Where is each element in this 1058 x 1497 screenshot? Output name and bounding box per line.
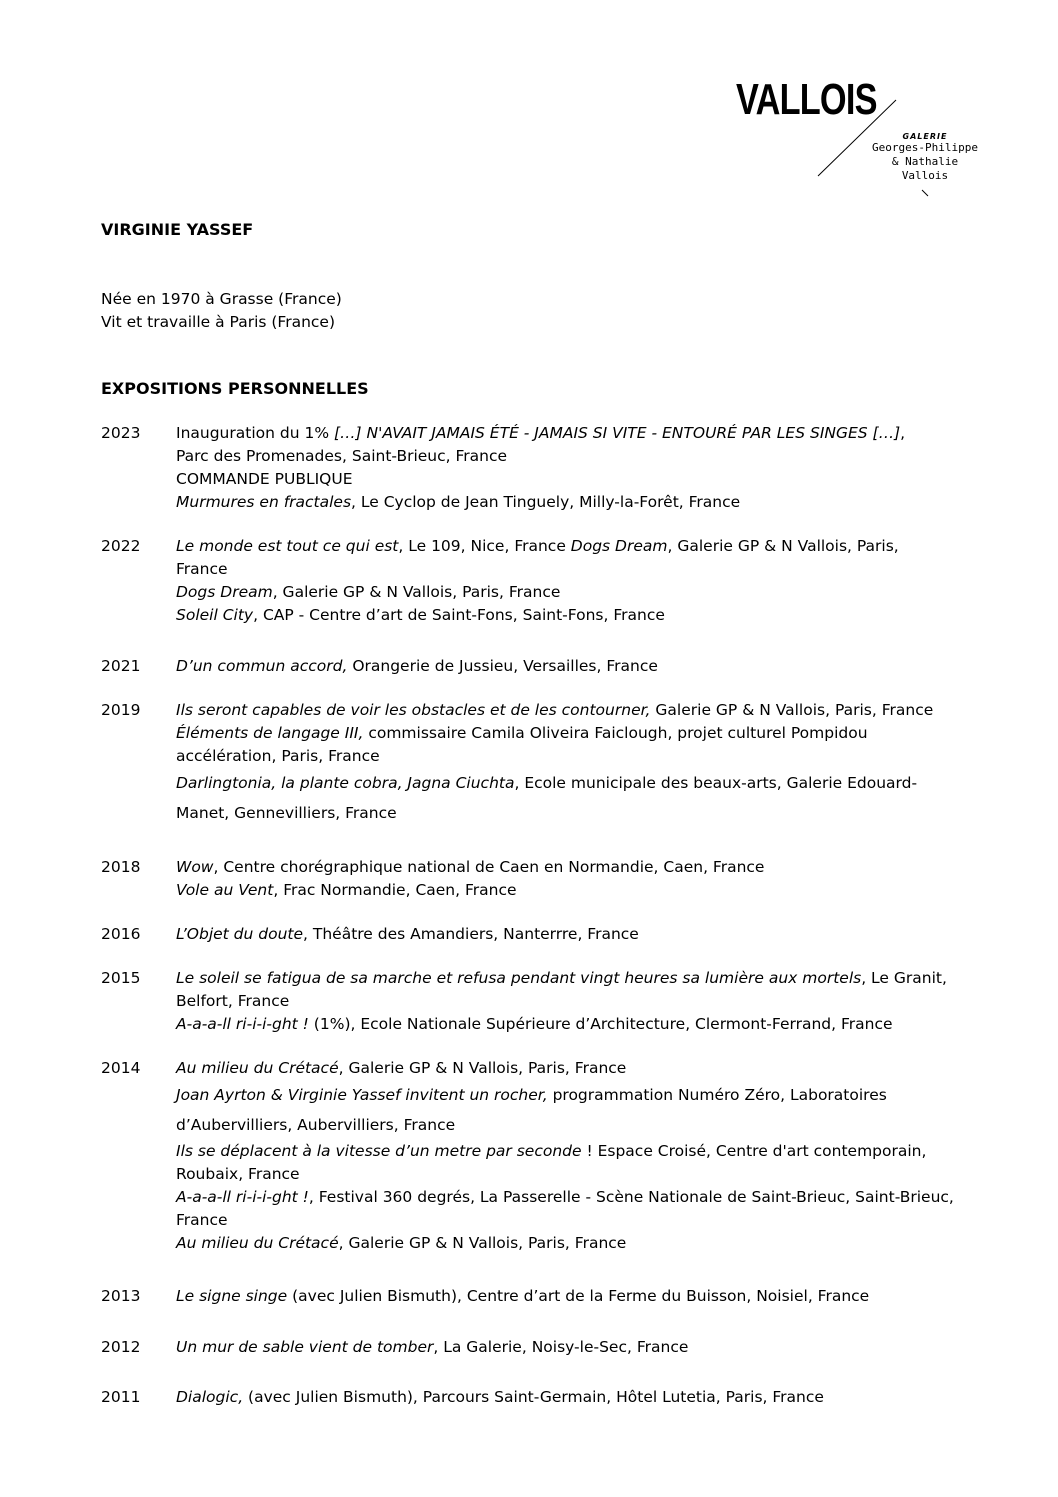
exhibition-text: , Centre chorégraphique national de Caen en Normandie, Caen, France	[213, 858, 765, 876]
exhibition-title: Un mur de sable vient de tomber	[176, 1338, 434, 1356]
exhibition-text: (avec Julien Bismuth), Centre d’art de la Ferme du Buisson, Noisiel, France	[287, 1287, 870, 1305]
exhibition-year: 2019	[101, 701, 141, 719]
exhibition-text: , Le Granit,	[861, 969, 947, 987]
exhibition-title: Vole au Vent	[176, 881, 274, 899]
exhibition-details	[176, 1285, 981, 1308]
exhibition-title: Wow	[176, 858, 214, 876]
exhibition-line	[176, 990, 981, 1013]
artist-bio	[101, 288, 981, 334]
exhibition-line	[176, 1057, 981, 1080]
exhibition-entry	[101, 1336, 981, 1359]
exhibition-text: accélération, Paris, France	[176, 747, 380, 765]
exhibition-text: , Ecole municipale des beaux-arts, Galerie Edouard-	[514, 774, 918, 792]
exhibition-line	[176, 745, 981, 768]
exhibition-line	[176, 581, 981, 604]
exhibition-entry	[101, 699, 981, 828]
exhibition-text: France	[176, 560, 228, 578]
exhibition-line	[176, 1110, 981, 1140]
exhibition-text: , Le Cyclop de Jean Tinguely, Milly-la-Forêt, France	[351, 493, 741, 511]
exhibition-year: 2012	[101, 1338, 141, 1356]
exhibition-year: 2022	[101, 537, 141, 555]
exhibition-text: Roubaix, France	[176, 1165, 300, 1183]
logo-subtitle	[850, 132, 1000, 183]
logo-gallery-names	[850, 141, 1000, 183]
exhibition-text: , La Galerie, Noisy-le-Sec, France	[433, 1338, 689, 1356]
exhibition-year: 2011	[101, 1388, 141, 1406]
exhibition-details	[176, 422, 981, 514]
exhibition-title: Le signe singe	[176, 1287, 288, 1305]
exhibition-entry	[101, 535, 981, 627]
exhibition-text: Manet, Gennevilliers, France	[176, 804, 397, 822]
exhibition-details	[176, 967, 981, 1036]
exhibition-text: , Le 109, Nice, France	[398, 537, 571, 555]
exhibition-text: , Frac Normandie, Caen, France	[273, 881, 517, 899]
logo-name-line: Vallois	[901, 169, 949, 182]
exhibition-title: Soleil City	[176, 606, 254, 624]
exhibition-line	[176, 699, 981, 722]
exhibition-line	[176, 923, 981, 946]
exhibition-title: Dogs Dream	[570, 537, 668, 555]
exhibition-text: , Galerie GP & N Vallois, Paris,	[667, 537, 899, 555]
exhibition-text: COMMANDE PUBLIQUE	[176, 470, 353, 488]
exhibition-title: Joan Ayrton & Virginie Yassef invitent un rocher,	[176, 1086, 548, 1104]
exhibition-details	[176, 655, 981, 678]
exhibition-year: 2014	[101, 1059, 141, 1077]
exhibition-title: Au milieu du Crétacé	[176, 1234, 339, 1252]
exhibition-text: , Festival 360 degrés, La Passerelle - Scène Nationale de Saint-Brieuc, Saint-Brieuc,	[308, 1188, 954, 1206]
logo-name-line: Georges-Philippe	[872, 141, 978, 154]
gallery-logo	[700, 72, 1000, 212]
exhibition-year: 2018	[101, 858, 141, 876]
exhibition-line	[176, 879, 981, 902]
exhibition-entry	[101, 1057, 981, 1255]
exhibition-entry	[101, 422, 981, 514]
exhibition-details	[176, 535, 981, 627]
exhibition-entry	[101, 967, 981, 1036]
exhibition-line	[176, 445, 981, 468]
exhibition-text: , Galerie GP & N Vallois, Paris, France	[338, 1059, 627, 1077]
exhibition-details	[176, 1386, 981, 1409]
exhibition-text: , Galerie GP & N Vallois, Paris, France	[338, 1234, 627, 1252]
exhibition-line	[176, 1386, 981, 1409]
exhibition-text: France	[176, 1211, 228, 1229]
artist-name: VIRGINIE YASSEF	[101, 220, 254, 239]
residence-info: Vit et travaille à Paris (France)	[101, 313, 336, 331]
exhibition-title: Ils se déplacent à la vitesse d’un metre par seconde	[176, 1142, 582, 1160]
exhibition-text: d’Aubervilliers, Aubervilliers, France	[176, 1116, 456, 1134]
exhibition-entry	[101, 923, 981, 946]
exhibition-details	[176, 856, 981, 902]
exhibition-line	[176, 1209, 981, 1232]
exhibition-line	[176, 655, 981, 678]
logo-name-line: & Nathalie	[891, 155, 959, 168]
exhibition-line	[176, 491, 981, 514]
exhibition-details	[176, 1057, 981, 1255]
exhibition-details	[176, 923, 981, 946]
exhibition-text: , Galerie GP & N Vallois, Paris, France	[272, 583, 561, 601]
exhibition-text: Orangerie de Jussieu, Versailles, France	[347, 657, 658, 675]
exhibition-details	[176, 699, 981, 828]
exhibition-text: Parc des Promenades, Saint-Brieuc, France	[176, 447, 508, 465]
exhibition-title: A-a-a-ll ri-i-i-ght !	[176, 1015, 309, 1033]
exhibition-line	[176, 604, 981, 627]
exhibition-title: A-a-a-ll ri-i-i-ght !	[176, 1188, 309, 1206]
exhibition-title: Éléments de langage III,	[176, 724, 364, 742]
exhibition-line	[176, 722, 981, 745]
exhibition-details	[176, 1336, 981, 1359]
exhibition-text: programmation Numéro Zéro, Laboratoires	[547, 1086, 887, 1104]
exhibition-line	[176, 1336, 981, 1359]
exhibition-line	[176, 1140, 981, 1163]
exhibition-text: Galerie GP & N Vallois, Paris, France	[650, 701, 934, 719]
exhibition-line	[176, 1186, 981, 1209]
birth-info: Née en 1970 à Grasse (France)	[101, 290, 342, 308]
exhibition-title: […] N'AVAIT JAMAIS ÉTÉ - JAMAIS SI VITE - ENTOURÉ PAR LES SINGES […]	[333, 424, 901, 442]
exhibition-title: Le soleil se fatigua de sa marche et refusa pendant vingt heures sa lumière aux mortels	[176, 969, 862, 987]
exhibition-text: Inauguration du 1%	[176, 424, 334, 442]
exhibition-title: L’Objet du doute	[176, 925, 304, 943]
exhibition-text: , CAP - Centre d’art de Saint-Fons, Saint-Fons, France	[253, 606, 665, 624]
exhibition-text: , Théâtre des Amandiers, Nanterrre, France	[303, 925, 639, 943]
exhibition-title: Murmures en fractales	[176, 493, 352, 511]
exhibition-text: Belfort, France	[176, 992, 290, 1010]
logo-galerie-label: GALERIE	[902, 132, 948, 141]
exhibition-year: 2021	[101, 657, 141, 675]
exhibition-entry	[101, 856, 981, 902]
exhibition-text: (1%), Ecole Nationale Supérieure d’Architecture, Clermont-Ferrand, France	[308, 1015, 893, 1033]
exhibition-title: Au milieu du Crétacé	[176, 1059, 339, 1077]
exhibition-title: Le monde est tout ce qui est	[176, 537, 399, 555]
exhibition-line	[176, 468, 981, 491]
exhibition-title: D’un commun accord,	[176, 657, 348, 675]
exhibition-line	[176, 1285, 981, 1308]
section-title-solo-exhibitions: EXPOSITIONS PERSONNELLES	[101, 379, 369, 398]
exhibition-line	[176, 798, 981, 828]
exhibition-line	[176, 558, 981, 581]
exhibition-line	[176, 1080, 981, 1110]
cv-document	[101, 218, 981, 1430]
exhibition-line	[176, 422, 981, 445]
exhibition-entry	[101, 1386, 981, 1409]
exhibition-year: 2013	[101, 1287, 141, 1305]
exhibition-line	[176, 535, 981, 558]
exhibition-year: 2023	[101, 424, 141, 442]
exhibition-text: (avec Julien Bismuth), Parcours Saint-Germain, Hôtel Lutetia, Paris, France	[243, 1388, 824, 1406]
exhibition-year: 2015	[101, 969, 141, 987]
logo-wordmark: VALLOIS	[736, 75, 877, 124]
exhibition-text: ,	[900, 424, 906, 442]
exhibition-title: Darlingtonia, la plante cobra, Jagna Ciuchta	[176, 774, 515, 792]
exhibition-title: Dialogic,	[176, 1388, 244, 1406]
exhibition-entry	[101, 655, 981, 678]
exhibition-text: ! Espace Croisé, Centre d'art contemporain,	[581, 1142, 927, 1160]
exhibition-entry	[101, 1285, 981, 1308]
exhibition-title: Dogs Dream	[176, 583, 273, 601]
exhibition-line	[176, 1232, 981, 1255]
exhibition-list	[101, 422, 981, 1409]
exhibition-title: Ils seront capables de voir les obstacles et de les contourner,	[176, 701, 651, 719]
exhibition-year: 2016	[101, 925, 141, 943]
exhibition-line	[176, 856, 981, 879]
exhibition-text: commissaire Camila Oliveira Faiclough, projet culturel Pompidou	[363, 724, 868, 742]
exhibition-line	[176, 1163, 981, 1186]
exhibition-line	[176, 967, 981, 990]
exhibition-line	[176, 1013, 981, 1036]
exhibition-line	[176, 768, 981, 798]
